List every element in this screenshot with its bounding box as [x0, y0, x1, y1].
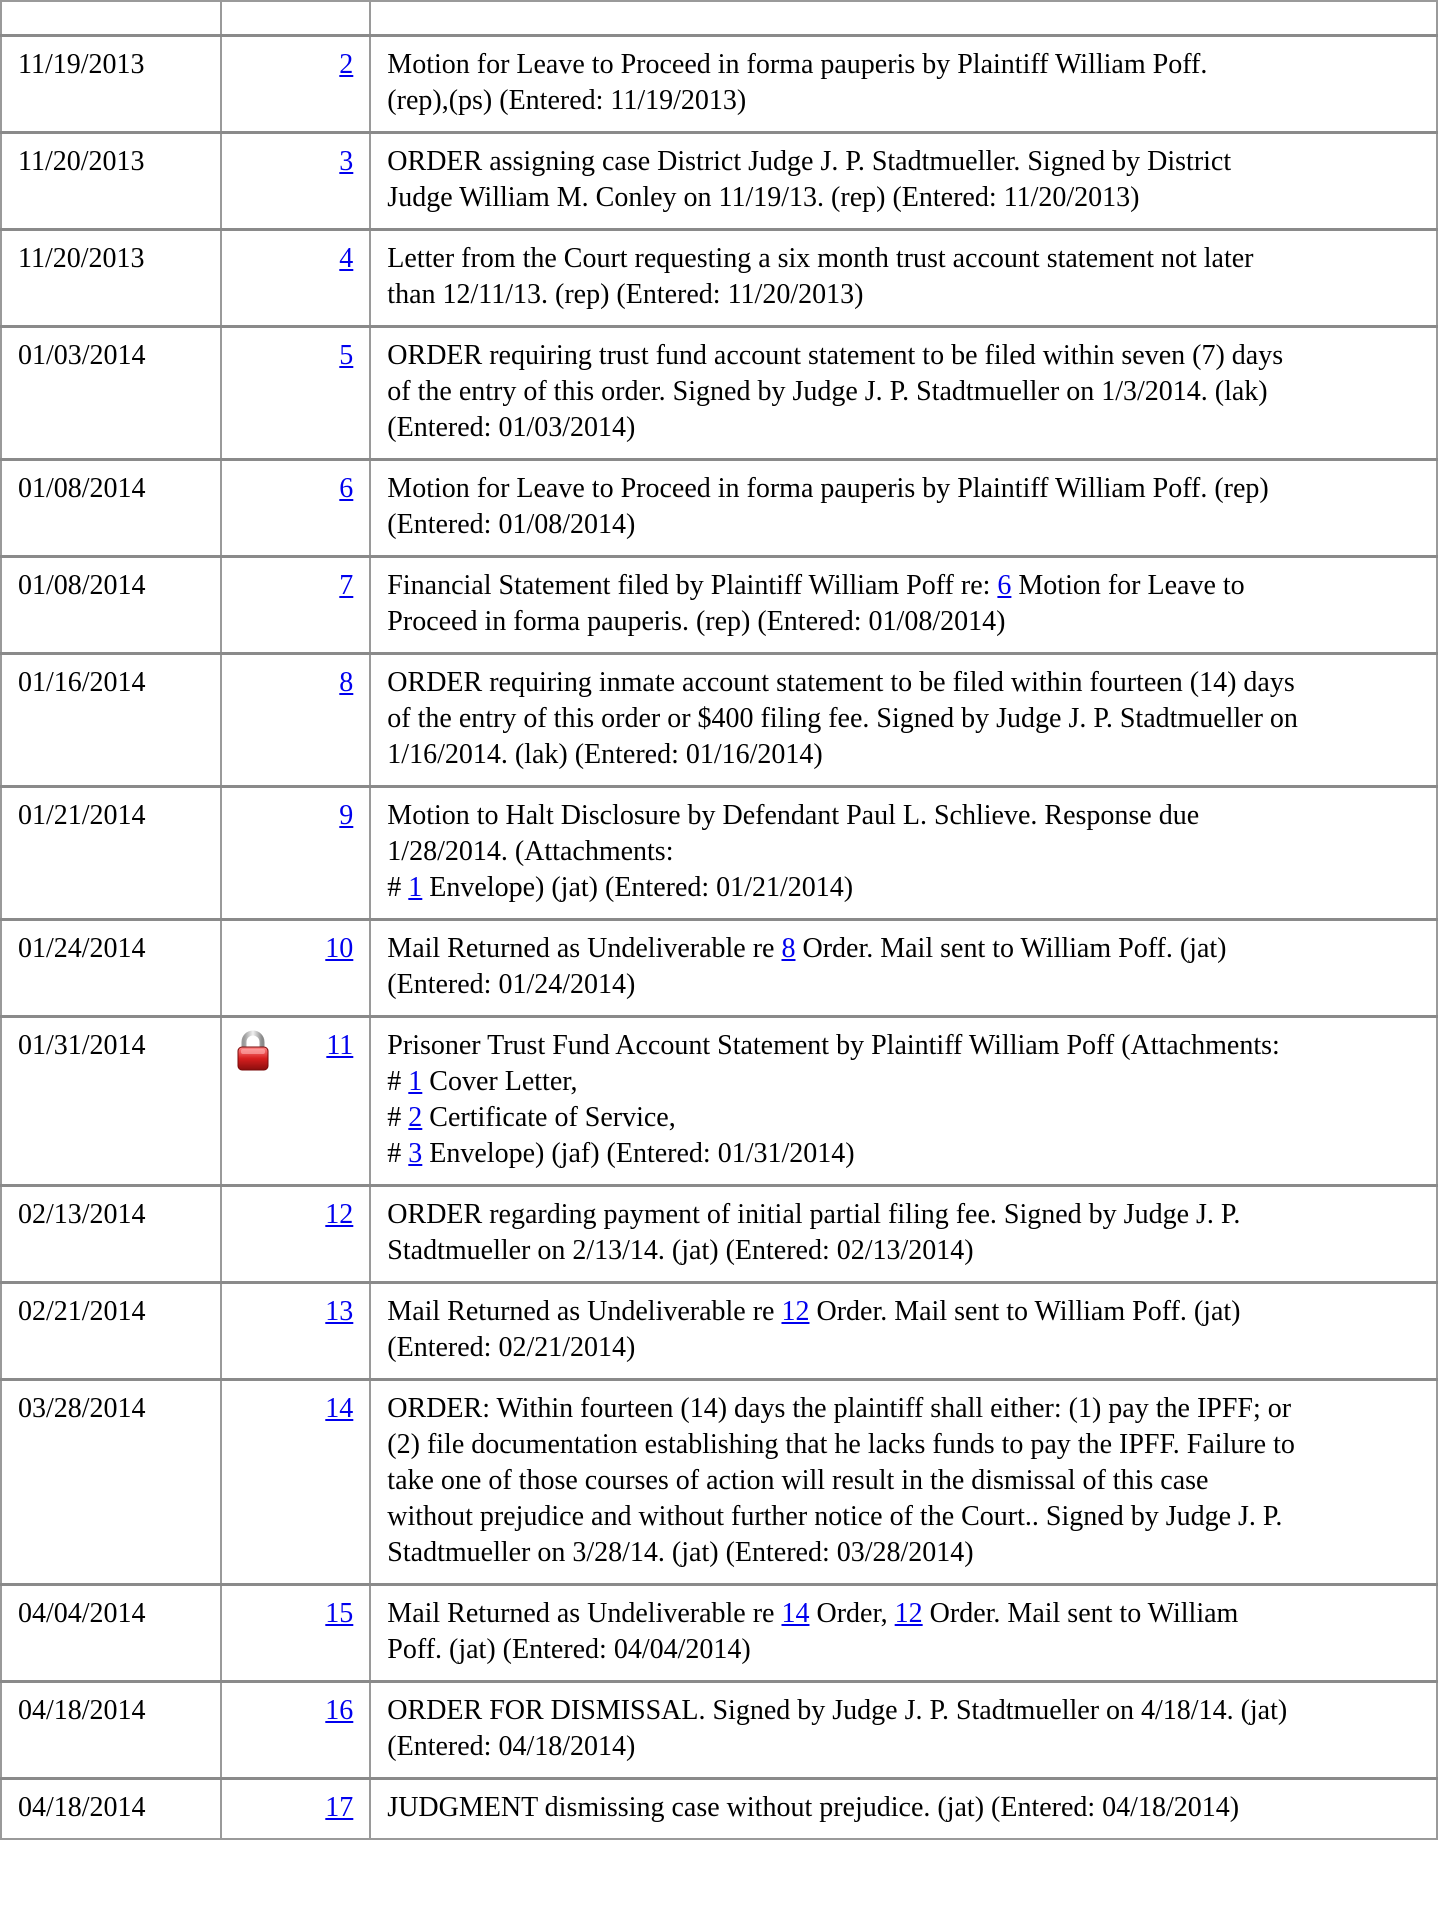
document-number-link[interactable]: 17 [325, 1792, 354, 1823]
description-line: (Entered: 01/24/2014) [387, 969, 636, 1000]
description-line [387, 1596, 1420, 1632]
lock-icon [236, 1030, 270, 1072]
description-line: ORDER regarding payment of initial partial filing fee. Signed by Judge J. P. [387, 1199, 1241, 1230]
description-line: (Entered: 01/08/2014) [387, 509, 636, 540]
description-line: Stadtmueller on 2/13/14. (jat) (Entered: 02/13/2014) [387, 1235, 974, 1266]
docket-entry-row [1, 36, 1437, 133]
entry-number-cell [221, 36, 370, 133]
document-number-link[interactable]: 11 [326, 1030, 354, 1061]
attachment-link[interactable]: 3 [408, 1138, 423, 1169]
entry-number-cell [221, 557, 370, 654]
entry-date: 01/08/2014 [1, 557, 221, 654]
referenced-document-link[interactable]: 6 [997, 570, 1012, 601]
entry-date: 01/16/2014 [1, 654, 221, 787]
entry-number-cell [221, 327, 370, 460]
entry-date: 11/19/2013 [1, 36, 221, 133]
attachment-line [387, 1100, 1420, 1136]
attachment-prefix: # [387, 872, 409, 903]
attachment-line [387, 870, 1420, 906]
docket-entry-row [1, 133, 1437, 230]
entry-number-cell [221, 1283, 370, 1380]
description-line: without prejudice and without further notice of the Court.. Signed by Judge J. P. [387, 1501, 1283, 1532]
entry-number-cell [221, 133, 370, 230]
description-line: of the entry of this order or $400 filing fee. Signed by Judge J. P. Stadtmueller on [387, 703, 1298, 734]
document-number-link[interactable]: 7 [339, 570, 354, 601]
description-text: Mail Returned as Undeliverable re [387, 1296, 782, 1327]
document-number-link[interactable]: 12 [325, 1199, 354, 1230]
description-line: Motion for Leave to Proceed in forma pauperis by Plaintiff William Poff. (rep) [387, 473, 1269, 504]
entry-description [370, 787, 1437, 920]
entry-number-cell [221, 787, 370, 920]
description-text: Mail Returned as Undeliverable re [387, 1598, 782, 1629]
referenced-document-link[interactable]: 12 [781, 1296, 810, 1327]
description-line: Proceed in forma pauperis. (rep) (Entered: 01/08/2014) [387, 606, 1006, 637]
description-line: Motion for Leave to Proceed in forma pauperis by Plaintiff William Poff. [387, 49, 1208, 80]
entry-description [370, 1682, 1437, 1779]
description-text: Financial Statement filed by Plaintiff William Poff re: [387, 570, 998, 601]
description-line: 1/28/2014. (Attachments: [387, 836, 674, 867]
document-number-link[interactable]: 6 [339, 473, 354, 504]
entry-date: 01/08/2014 [1, 460, 221, 557]
document-number-link[interactable]: 13 [325, 1296, 354, 1327]
description-line: (Entered: 01/03/2014) [387, 412, 636, 443]
docket-entry-row [1, 1585, 1437, 1682]
description-line: ORDER FOR DISMISSAL. Signed by Judge J. P. Stadtmueller on 4/18/14. (jat) [387, 1695, 1288, 1726]
document-number-link[interactable]: 16 [325, 1695, 354, 1726]
description-text: Order. Mail sent to William Poff. (jat) [795, 933, 1227, 964]
document-number-link[interactable]: 2 [339, 49, 354, 80]
entry-description [370, 1585, 1437, 1682]
docket-entry-row [1, 1380, 1437, 1585]
entry-date: 04/18/2014 [1, 1779, 221, 1840]
attachment-label: Envelope) (jaf) (Entered: 01/31/2014) [422, 1138, 855, 1169]
docket-entry-row [1, 460, 1437, 557]
description-text: Order. Mail sent to William Poff. (jat) [809, 1296, 1241, 1327]
docket-entry-row [1, 557, 1437, 654]
attachment-link[interactable]: 1 [408, 872, 423, 903]
description-line [387, 1294, 1420, 1330]
docket-entry-row [1, 327, 1437, 460]
description-text: Order. Mail sent to William [922, 1598, 1239, 1629]
entry-date: 01/31/2014 [1, 1017, 221, 1186]
document-number-link[interactable]: 5 [339, 340, 354, 371]
docket-entry-row [1, 1283, 1437, 1380]
entry-date: 02/13/2014 [1, 1186, 221, 1283]
entry-description [370, 327, 1437, 460]
description-line: 1/16/2014. (lak) (Entered: 01/16/2014) [387, 739, 823, 770]
entry-number-cell [221, 1186, 370, 1283]
entry-description [370, 1283, 1437, 1380]
entry-description [370, 1779, 1437, 1840]
description-line: take one of those courses of action will result in the dismissal of this case [387, 1465, 1209, 1496]
entry-number-cell [221, 920, 370, 1017]
entry-number-cell [221, 230, 370, 327]
description-line: of the entry of this order. Signed by Judge J. P. Stadtmueller on 1/3/2014. (lak) [387, 376, 1268, 407]
attachment-prefix: # [387, 1066, 409, 1097]
docket-entry-row [1, 920, 1437, 1017]
entry-description [370, 1017, 1437, 1186]
document-number-link[interactable]: 15 [325, 1598, 354, 1629]
attachment-link[interactable]: 1 [408, 1066, 423, 1097]
document-number-link[interactable]: 4 [339, 243, 354, 274]
description-line: ORDER requiring inmate account statement to be filed within fourteen (14) days [387, 667, 1295, 698]
entry-number-cell [221, 654, 370, 787]
entry-date: 11/20/2013 [1, 133, 221, 230]
attachment-line [387, 1136, 1420, 1172]
description-text: Order, [809, 1598, 895, 1629]
document-number-link[interactable]: 9 [339, 800, 354, 831]
docket-entry-row [1, 1017, 1437, 1186]
attachment-label: Certificate of Service, [422, 1102, 676, 1133]
docket-entry-row [1, 787, 1437, 920]
entry-date: 02/21/2014 [1, 1283, 221, 1380]
document-number-link[interactable]: 10 [325, 933, 354, 964]
entry-date: 04/18/2014 [1, 1682, 221, 1779]
docket-entry-row [1, 230, 1437, 327]
docket-body [1, 1, 1437, 1839]
description-text: Motion for Leave to [1011, 570, 1245, 601]
referenced-document-link[interactable]: 12 [894, 1598, 923, 1629]
attachment-link[interactable]: 2 [408, 1102, 423, 1133]
document-number-link[interactable]: 3 [339, 146, 354, 177]
entry-number-cell [221, 1585, 370, 1682]
entry-description [370, 557, 1437, 654]
document-number-link[interactable]: 14 [325, 1393, 354, 1424]
description-line [387, 568, 1420, 604]
description-line: Judge William M. Conley on 11/19/13. (rep) (Entered: 11/20/2013) [387, 182, 1140, 213]
table-top-edge [1, 1, 1437, 36]
attachment-label: Cover Letter, [422, 1066, 578, 1097]
referenced-document-link[interactable]: 8 [781, 933, 796, 964]
entry-number-cell [221, 1017, 370, 1186]
entry-date: 11/20/2013 [1, 230, 221, 327]
description-line: ORDER: Within fourteen (14) days the plaintiff shall either: (1) pay the IPFF; or [387, 1393, 1292, 1424]
entry-description [370, 230, 1437, 327]
description-line: (2) file documentation establishing that he lacks funds to pay the IPFF. Failure to [387, 1429, 1295, 1460]
description-line: Poff. (jat) (Entered: 04/04/2014) [387, 1634, 751, 1665]
entry-description [370, 1380, 1437, 1585]
description-line: (rep),(ps) (Entered: 11/19/2013) [387, 85, 747, 116]
description-line: (Entered: 04/18/2014) [387, 1731, 636, 1762]
entry-date: 01/24/2014 [1, 920, 221, 1017]
entry-number-cell [221, 1779, 370, 1840]
docket-entry-row [1, 1779, 1437, 1840]
attachment-label: Envelope) (jat) (Entered: 01/21/2014) [422, 872, 854, 903]
entry-description [370, 36, 1437, 133]
entry-date: 01/21/2014 [1, 787, 221, 920]
referenced-document-link[interactable]: 14 [781, 1598, 810, 1629]
docket-entry-row [1, 1682, 1437, 1779]
description-line: JUDGMENT dismissing case without prejudice. (jat) (Entered: 04/18/2014) [387, 1792, 1240, 1823]
description-line [387, 931, 1420, 967]
entry-number-cell [221, 1682, 370, 1779]
description-line: ORDER assigning case District Judge J. P. Stadtmueller. Signed by District [387, 146, 1232, 177]
entry-number-cell [221, 1380, 370, 1585]
attachment-line [387, 1064, 1420, 1100]
entry-description [370, 654, 1437, 787]
entry-date: 03/28/2014 [1, 1380, 221, 1585]
description-line: ORDER requiring trust fund account statement to be filed within seven (7) days [387, 340, 1284, 371]
entry-description [370, 460, 1437, 557]
description-line: than 12/11/13. (rep) (Entered: 11/20/2013) [387, 279, 864, 310]
entry-date: 04/04/2014 [1, 1585, 221, 1682]
description-line: Prisoner Trust Fund Account Statement by Plaintiff William Poff (Attachments: [387, 1030, 1280, 1061]
docket-entry-row [1, 1186, 1437, 1283]
description-line: Motion to Halt Disclosure by Defendant Paul L. Schlieve. Response due [387, 800, 1200, 831]
entry-number-cell [221, 460, 370, 557]
docket-entry-row [1, 654, 1437, 787]
entry-description [370, 133, 1437, 230]
entry-date: 01/03/2014 [1, 327, 221, 460]
entry-description [370, 920, 1437, 1017]
document-number-link[interactable]: 8 [339, 667, 354, 698]
attachment-prefix: # [387, 1138, 409, 1169]
entry-description [370, 1186, 1437, 1283]
description-line: Letter from the Court requesting a six month trust account statement not later [387, 243, 1254, 274]
description-line: (Entered: 02/21/2014) [387, 1332, 636, 1363]
description-text: Mail Returned as Undeliverable re [387, 933, 782, 964]
description-line: Stadtmueller on 3/28/14. (jat) (Entered: 03/28/2014) [387, 1537, 974, 1568]
attachment-prefix: # [387, 1102, 409, 1133]
